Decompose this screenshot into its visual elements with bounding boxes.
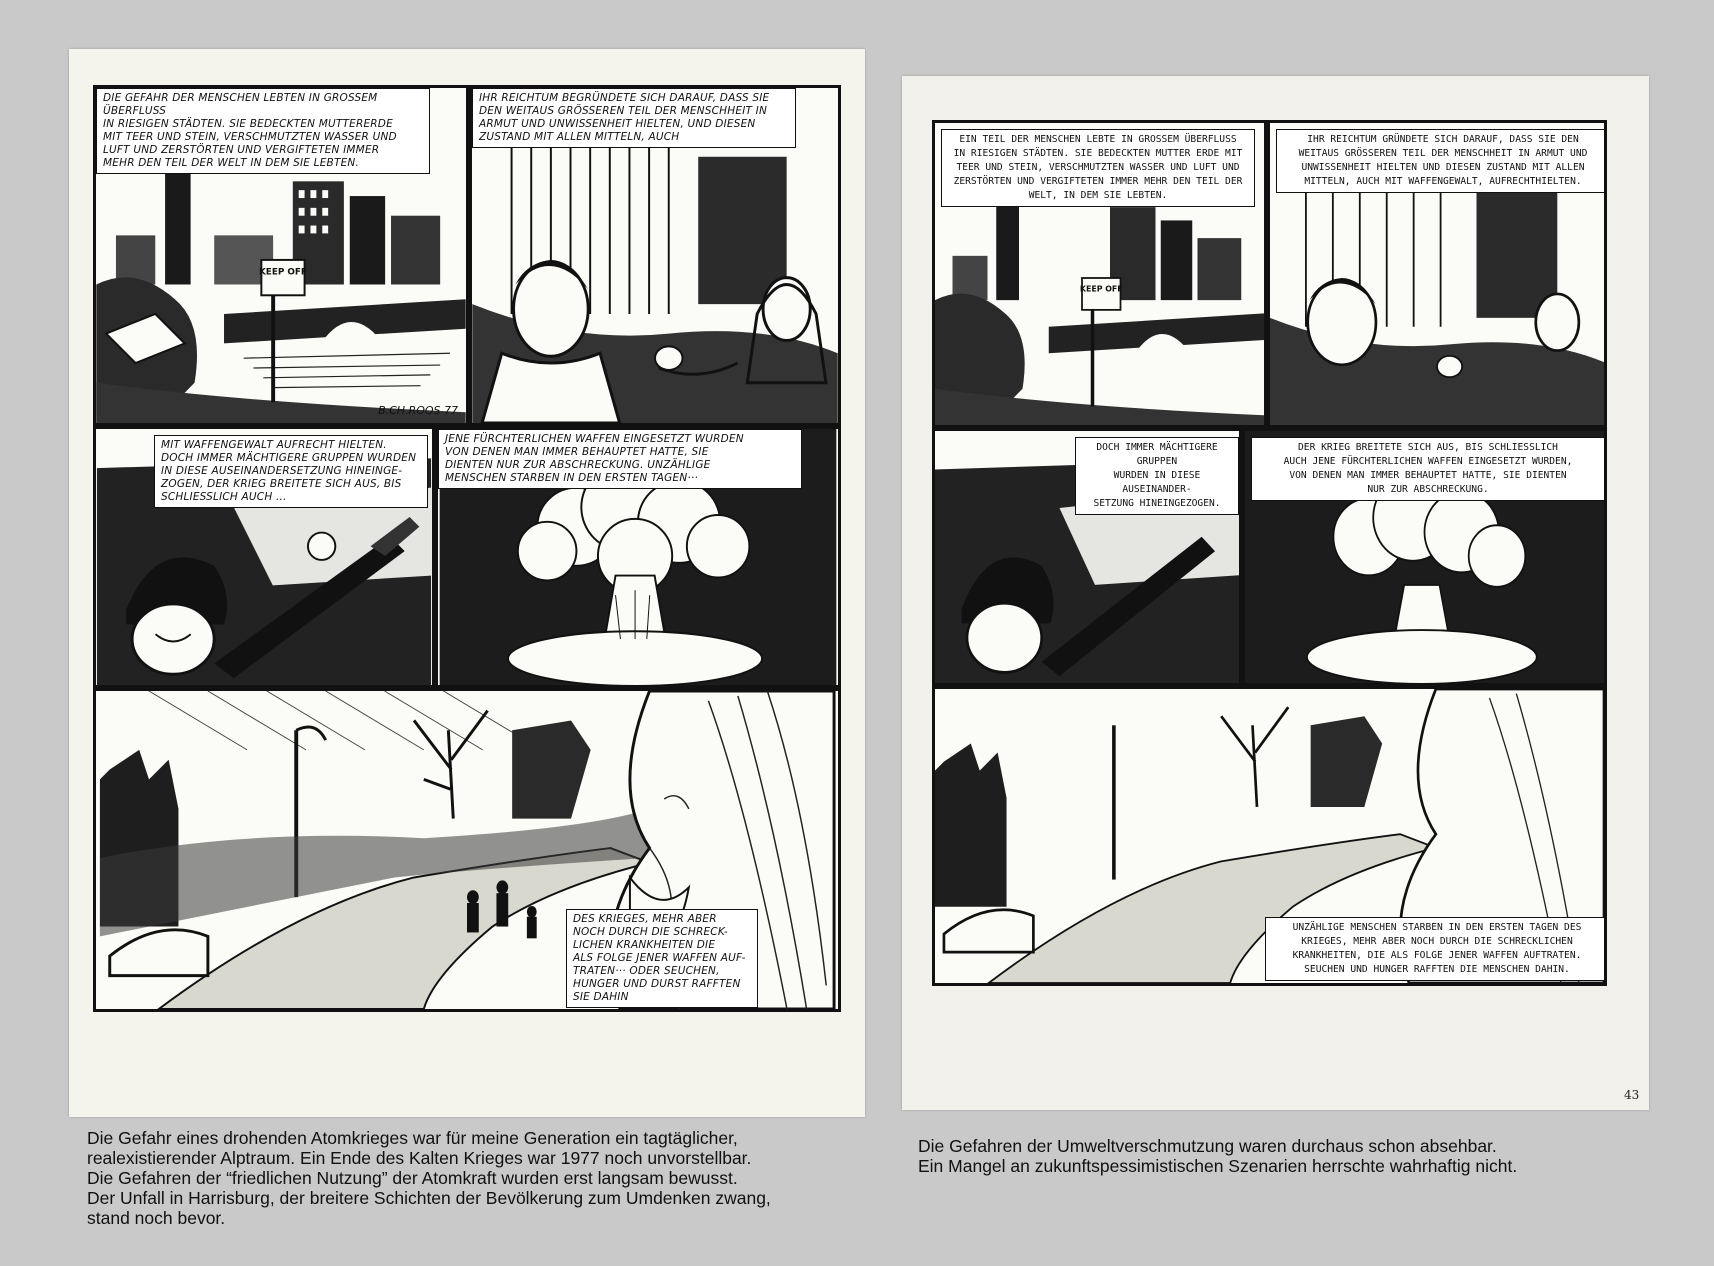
- caption-panel-3: MIT WAFFENGEWALT AUFRECHT HIELTEN. DOCH IMMER MÄCHTIGERE GRUPPEN WURDEN IN DIESE AUSEINANDERSETZUNG HINEINGE- ZOGEN, DER KRIEG BREITETE SICH AUS, BIS SCHLIESSLICH AUCH ...: [154, 435, 428, 508]
- panel-soldier: [93, 426, 435, 688]
- caption-panel-5: DES KRIEGES, MEHR ABER NOCH DURCH DIE SCHRECK- LICHEN KRANKHEITEN DIE ALS FOLGE JENER WAFFEN AUF- TRATEN··· ODER SEUCHEN, HUNGER UND DURST RAFFTEN SIE DAHIN: [566, 909, 758, 1008]
- caption-panel-1: EIN TEIL DER MENSCHEN LEBTE IN GROSSEM ÜBERFLUSS IN RIESIGEN STÄDTEN. SIE BEDECKTEN MUTTER ERDE MIT TEER UND STEIN, VERSCHMUTZTEN WASSER UND LUFT UND ZERSTÖRTEN UND VERGIFTETEN IMMER MEHR DEN TEIL DER WELT, IN DEM SIE LEBTEN.: [941, 129, 1255, 207]
- panel-slum: [469, 85, 841, 426]
- panel-city: [932, 120, 1267, 428]
- keep-off-sign: KEEP OFF: [1079, 284, 1123, 294]
- artist-signature: B.CH.ROOS 77: [378, 404, 458, 417]
- panel-mushroom-cloud: [435, 426, 841, 688]
- panel-soldier: [932, 428, 1242, 686]
- caption-panel-3: DOCH IMMER MÄCHTIGERE GRUPPEN WURDEN IN DIESE AUSEINANDER- SETZUNG HINEINGEZOGEN.: [1075, 437, 1239, 515]
- caption-panel-4: DER KRIEG BREITETE SICH AUS, BIS SCHLIESSLICH AUCH JENE FÜRCHTERLICHEN WAFFEN EINGESETZT WURDEN, VON DENEN MAN IMMER BEHAUPTET HATTE, SIE DIENTEN NUR ZUR ABSCHRECKUNG.: [1251, 437, 1605, 501]
- caption-panel-1: DIE GEFAHR DER MENSCHEN LEBTEN IN GROSSEM ÜBERFLUSS IN RIESIGEN STÄDTEN. SIE BEDECKTEN MUTTERERDE MIT TEER UND STEIN, VERSCHMUTZTEN WASSER UND LUFT UND ZERSTÖRTEN UND VERGIFTETEN IMMER MEHR DEN TEIL DER WELT IN DEM SIE LEBTEN.: [96, 88, 430, 174]
- panel-city: [93, 85, 469, 426]
- printed-page: [902, 76, 1649, 1110]
- caption-panel-4: JENE FÜRCHTERLICHEN WAFFEN EINGESETZT WURDEN VON DENEN MAN IMMER BEHAUPTET HATTE, SIE DIENTEN NUR ZUR ABSCHRECKUNG. UNZÄHLIGE MENSCHEN STARBEN IN DEN ERSTEN TAGEN···: [438, 429, 802, 489]
- panel-wasteland: [932, 686, 1607, 986]
- original-artwork-page: [69, 49, 865, 1117]
- panel-wasteland: [93, 688, 841, 1012]
- commentary-right: Die Gefahren der Umweltverschmutzung waren durchaus schon absehbar. Ein Mangel an zukunftspessimistischen Szenarien herrschte wahrhaftig nicht.: [918, 1136, 1518, 1176]
- caption-panel-2: IHR REICHTUM GRÜNDETE SICH DARAUF, DASS SIE DEN WEITAUS GRÖSSEREN TEIL DER MENSCHHEIT IN ARMUT UND UNWISSENHEIT HIELTEN UND DIESEN ZUSTAND MIT ALLEN MITTELN, AUCH MIT WAFFENGEWALT, AUFRECHTHIELTEN.: [1276, 129, 1607, 193]
- page-number: 43: [1624, 1088, 1640, 1102]
- panel-slum: [1267, 120, 1607, 428]
- caption-panel-5: UNZÄHLIGE MENSCHEN STARBEN IN DEN ERSTEN TAGEN DES KRIEGES, MEHR ABER NOCH DURCH DIE SCHRECKLICHEN KRANKHEITEN, DIE ALS FOLGE JENER WAFFEN AUFTRATEN. SEUCHEN UND HUNGER RAFFTEN DIE MENSCHEN DAHIN.: [1265, 917, 1607, 981]
- caption-panel-2: IHR REICHTUM BEGRÜNDETE SICH DARAUF, DASS SIE DEN WEITAUS GRÖSSEREN TEIL DER MENSCHHEIT IN ARMUT UND UNWISSENHEIT HIELTEN, UND DIESEN ZUSTAND MIT ALLEN MITTELN, AUCH: [472, 88, 796, 148]
- keep-off-sign: KEEP OFF: [258, 267, 307, 278]
- commentary-left: Die Gefahr eines drohenden Atomkrieges war für meine Generation ein tagtäglicher, realexistierender Alptraum. Ein Ende des Kalten Krieges war 1977 noch unvorstellbar. Die Gefahren der “friedlichen Nutzung” der Atomkraft wurden erst langsam bewusst. Der Unfall in Harrisburg, der breitere Schichten der Bevölkerung zum Umdenken zwang, stand noch bevor.: [87, 1128, 771, 1228]
- panel-mushroom-cloud: [1242, 428, 1607, 686]
